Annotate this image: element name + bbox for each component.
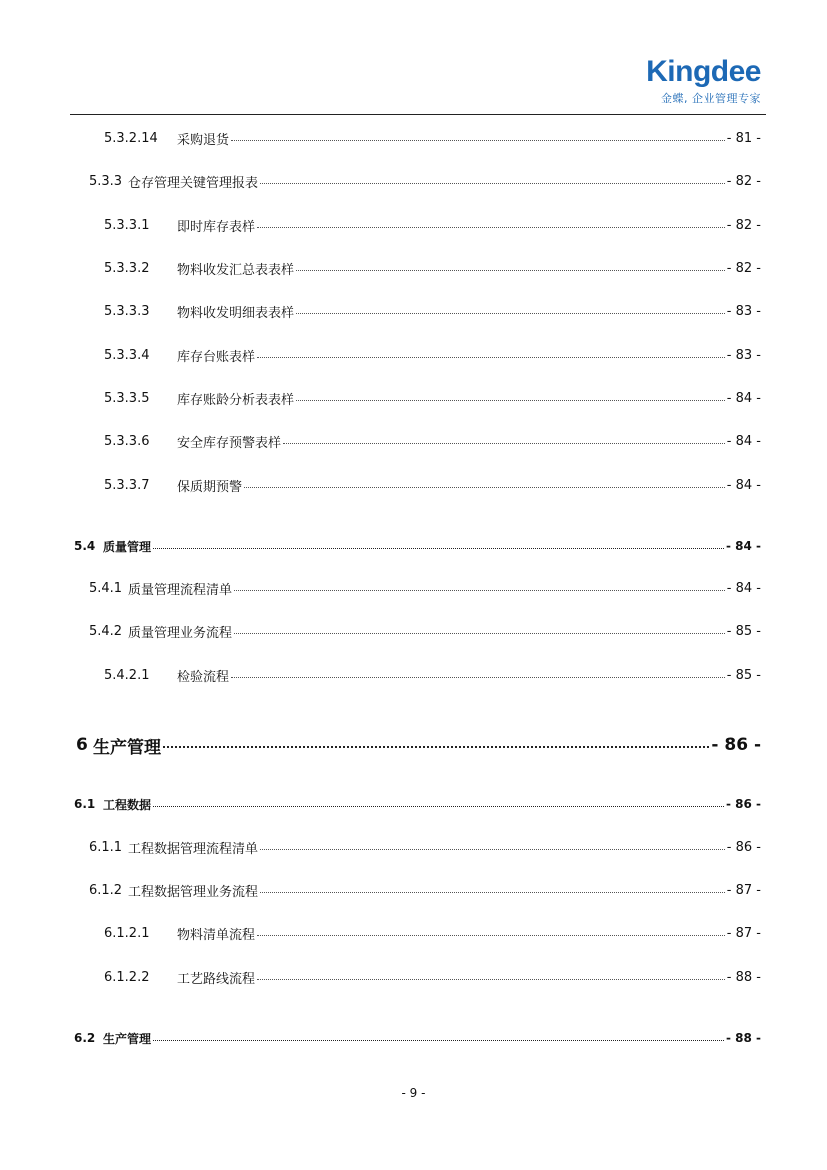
toc-entry-page: - 88 - — [726, 969, 761, 985]
toc-entry-title: 质量管理 — [103, 539, 152, 554]
toc-entry[interactable] — [0, 387, 827, 409]
toc-entry[interactable] — [0, 836, 827, 858]
toc-entry-number: 6 — [76, 735, 88, 755]
toc-entry-number: 6.2 — [74, 1031, 96, 1045]
toc-entry-title: 库存台账表样 — [177, 349, 256, 365]
toc-entry-page: - 87 - — [726, 925, 761, 941]
toc-entry-number: 5.3.3.5 — [104, 390, 150, 406]
toc-entry[interactable] — [0, 732, 827, 758]
toc-entry-title: 质量管理业务流程 — [128, 625, 233, 641]
toc-entry[interactable] — [0, 127, 827, 149]
toc-entry-title: 工程数据 — [103, 797, 152, 812]
toc-leader — [260, 183, 725, 184]
toc-entry-title: 工程数据管理流程清单 — [128, 841, 259, 857]
toc-entry-page: - 86 - — [725, 797, 761, 811]
toc-entry-page: - 88 - — [725, 1031, 761, 1045]
toc-entry-number: 5.3.3.1 — [104, 217, 150, 233]
toc-entry[interactable] — [0, 474, 827, 496]
kingdee-logo — [646, 56, 761, 106]
toc-entry-number: 5.3.2.14 — [104, 130, 158, 146]
toc-leader — [153, 548, 724, 549]
toc-leader — [257, 227, 725, 228]
toc-entry-page: - 84 - — [726, 390, 761, 406]
toc-entry-page: - 85 - — [726, 623, 761, 639]
logo-tagline: 金蝶, 企业管理专家 — [661, 92, 761, 105]
toc-entry[interactable] — [0, 257, 827, 279]
toc-leader — [234, 633, 725, 634]
toc-entry-page: - 87 - — [726, 882, 761, 898]
toc-entry-title: 仓存管理关键管理报表 — [128, 175, 259, 191]
toc-entry-number: 5.3.3.6 — [104, 433, 150, 449]
toc-leader — [283, 443, 725, 444]
toc-entry-title: 安全库存预警表样 — [177, 435, 282, 451]
toc-entry-number: 6.1.2 — [89, 882, 123, 898]
toc-entry-page: - 83 - — [726, 347, 761, 363]
toc-entry-number: 6.1.2.2 — [104, 969, 150, 985]
toc-entry[interactable] — [0, 535, 827, 557]
toc-entry-number: 6.1.2.1 — [104, 925, 150, 941]
toc-entry[interactable] — [0, 300, 827, 322]
toc-entry-title: 工程数据管理业务流程 — [128, 884, 259, 900]
toc-leader — [257, 935, 725, 936]
toc-entry-number: 5.4.1 — [89, 580, 123, 596]
toc-entry-title: 物料收发明细表表样 — [177, 305, 295, 321]
toc-entry[interactable] — [0, 620, 827, 642]
toc-entry-number: 5.4.2 — [89, 623, 123, 639]
toc-entry-page: - 85 - — [726, 667, 761, 683]
toc-entry-page: - 84 - — [725, 539, 761, 553]
toc-entry-title: 保质期预警 — [177, 479, 243, 495]
toc-leader — [260, 849, 725, 850]
toc-entry-title: 库存账龄分析表表样 — [177, 392, 295, 408]
toc-entry-title: 生产管理 — [93, 737, 161, 758]
logo-wordmark: Kingdee — [646, 55, 761, 88]
toc-leader — [163, 746, 709, 748]
toc-leader — [296, 313, 725, 314]
toc-entry-number: 5.3.3.2 — [104, 260, 150, 276]
toc-leader — [231, 677, 725, 678]
toc-leader — [231, 140, 725, 141]
toc-leader — [234, 590, 725, 591]
toc-entry[interactable] — [0, 1027, 827, 1049]
toc-entry-page: - 86 - — [711, 735, 761, 755]
toc-entry-page: - 86 - — [726, 839, 761, 855]
toc-entry-page: - 83 - — [726, 303, 761, 319]
header-divider — [70, 114, 766, 115]
toc-entry[interactable] — [0, 922, 827, 944]
toc-entry[interactable] — [0, 344, 827, 366]
toc-leader — [296, 270, 725, 271]
toc-entry[interactable] — [0, 879, 827, 901]
toc-entry-number: 5.4.2.1 — [104, 667, 150, 683]
page-number-footer: - 9 - — [401, 1086, 426, 1100]
toc-entry-number: 5.3.3.4 — [104, 347, 150, 363]
toc-entry-title: 生产管理 — [103, 1031, 152, 1046]
toc-leader — [244, 487, 725, 488]
toc-entry[interactable] — [0, 577, 827, 599]
toc-leader — [257, 979, 725, 980]
toc-entry-title: 物料收发汇总表表样 — [177, 262, 295, 278]
toc-entry-number: 5.3.3 — [89, 173, 123, 189]
toc-entry-number: 6.1 — [74, 797, 96, 811]
toc-leader — [153, 1040, 724, 1041]
toc-entry[interactable] — [0, 664, 827, 686]
toc-entry[interactable] — [0, 793, 827, 815]
toc-entry-title: 采购退货 — [177, 132, 230, 148]
toc-entry-number: 5.3.3.7 — [104, 477, 150, 493]
toc-leader — [260, 892, 725, 893]
toc-entry-page: - 84 - — [726, 433, 761, 449]
toc-entry-page: - 82 - — [726, 173, 761, 189]
toc-entry-title: 质量管理流程清单 — [128, 582, 233, 598]
toc-leader — [257, 357, 725, 358]
toc-entry-number: 5.4 — [74, 539, 96, 553]
toc-entry-page: - 82 - — [726, 217, 761, 233]
toc-entry[interactable] — [0, 214, 827, 236]
toc-entry-number: 5.3.3.3 — [104, 303, 150, 319]
toc-entry-page: - 82 - — [726, 260, 761, 276]
toc-entry-title: 工艺路线流程 — [177, 971, 256, 987]
toc-leader — [296, 400, 725, 401]
toc-leader — [153, 806, 724, 807]
toc-entry-title: 物料清单流程 — [177, 927, 256, 943]
toc-entry[interactable] — [0, 966, 827, 988]
toc-entry-page: - 81 - — [726, 130, 761, 146]
toc-entry-page: - 84 - — [726, 477, 761, 493]
toc-entry[interactable] — [0, 170, 827, 192]
toc-entry[interactable] — [0, 430, 827, 452]
toc-entry-page: - 84 - — [726, 580, 761, 596]
toc-entry-title: 检验流程 — [177, 669, 230, 685]
toc-entry-number: 6.1.1 — [89, 839, 123, 855]
toc-entry-title: 即时库存表样 — [177, 219, 256, 235]
